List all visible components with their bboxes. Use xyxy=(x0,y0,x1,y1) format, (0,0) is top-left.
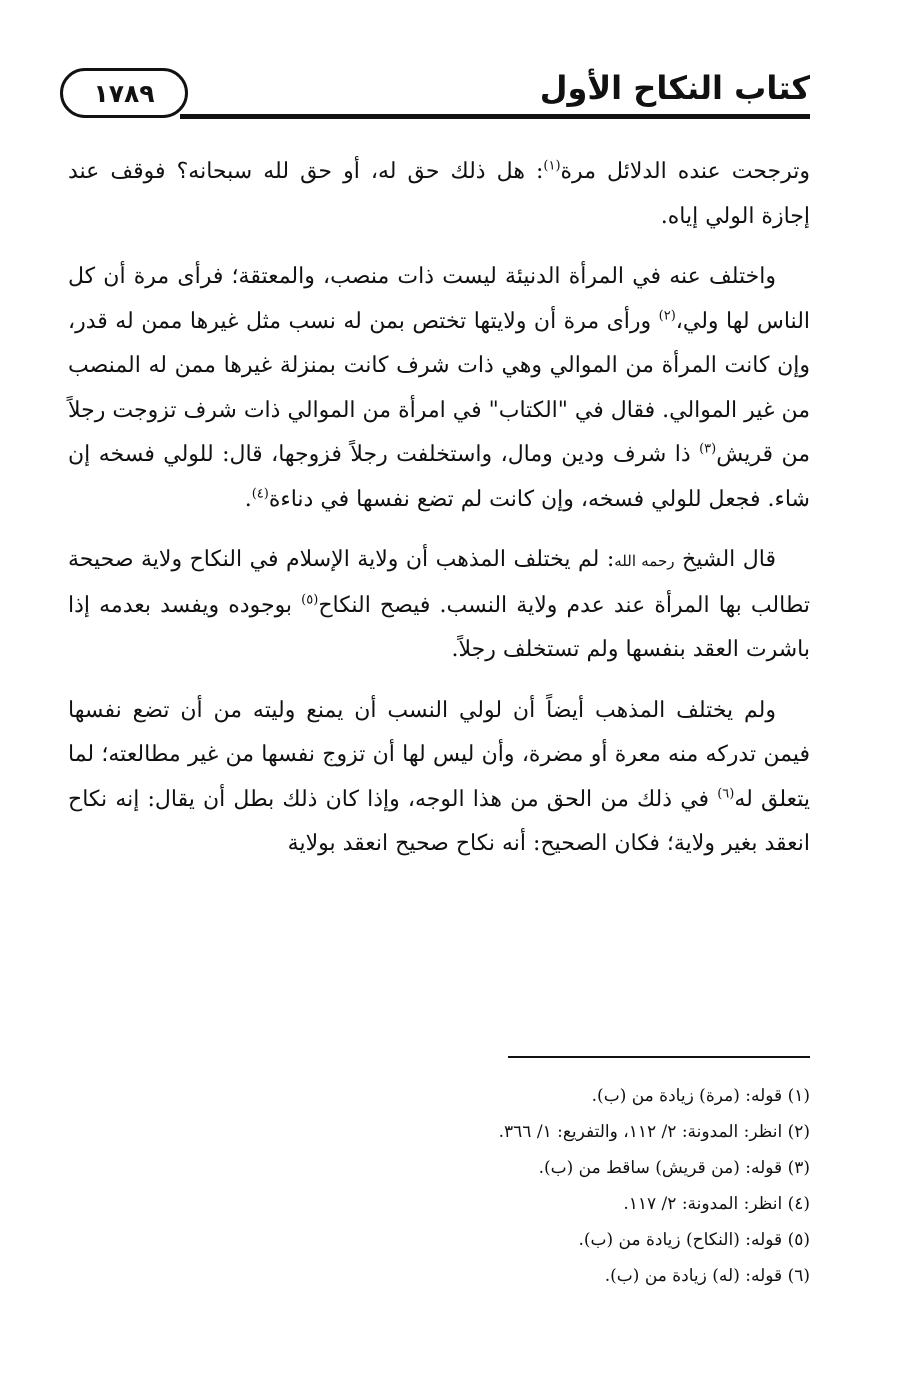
footnote-1: (١) قوله: (مرة) زيادة من (ب). xyxy=(591,1086,810,1106)
footnote-4: (٤) انظر: المدونة: ٢/ ١١٧. xyxy=(623,1194,810,1214)
paragraph-3 xyxy=(68,538,810,673)
text-segment: بوجوده ويفسد بعدمه إذا باشرت العقد بنفسها ولم تستخلف رجلاً. xyxy=(68,592,810,662)
text-segment: ولم يختلف المذهب أيضاً أن لولي النسب أن يمنع وليته من أن تضع نفسها فيمن تدركه منه معرة أو مضرة، وأن ليس لها أن تزوج نفسها من غير مطالعته؛ لما يتعلق له xyxy=(68,697,810,812)
paragraph-2 xyxy=(68,255,810,522)
text-segment: في ذلك من الحق من هذا الوجه، وإذا كان ذلك بطل أن يقال: إنه نكاح انعقد بغير ولاية؛ فكان الصحيح: أنه نكاح صحيح انعقد بولاية xyxy=(68,786,810,856)
footnotes-list xyxy=(110,1078,810,1294)
text-segment: : لم يختلف المذهب أن ولاية الإسلام في النكاح ولاية صحيحة تطالب بها المرأة عند عدم ولاية النسب. فيصح النكاح xyxy=(68,547,810,618)
footnote-reference: (٤) xyxy=(251,486,269,502)
page-header xyxy=(60,62,810,126)
footnote-5: (٥) قوله: (النكاح) زيادة من (ب). xyxy=(578,1230,810,1250)
text-segment: وترجحت عنده الدلائل مرة xyxy=(560,159,810,184)
paragraph-4 xyxy=(68,689,810,867)
main-text xyxy=(68,150,810,1045)
footnote-6: (٦) قوله: (له) زيادة من (ب). xyxy=(604,1266,810,1286)
text-segment: : هل ذلك حق له، أو حق لله سبحانه؟ فوقف عند إجازة الولي إياه. xyxy=(68,159,810,229)
footnote-2: (٢) انظر: المدونة: ٢/ ١١٢، والتفريع: ١/ ٣٦٦. xyxy=(498,1122,810,1142)
footnote-reference: (٦) xyxy=(717,786,735,802)
book-title: كتاب النكاح الأول xyxy=(539,69,810,107)
page-number: ١٧٨٩ xyxy=(60,68,188,118)
text-segment: ذا شرف ودين ومال، واستخلفت رجلاً فزوجها، قال: للولي فسخه إن شاء. فجعل للولي فسخه، وإن كانت لم تضع نفسها في دناءة xyxy=(68,442,810,512)
header-rule xyxy=(180,114,810,119)
text-segment: ورأى مرة أن ولايتها تختص بمن له نسب مثل غيرها ممن له قدر، وإن كانت المرأة من الموالي وهي ذات شرف كانت بمنزلة غيرها ممن له المنصب من غير الموالي. فقال في "الكتاب" في امرأة من الموالي ذات شرف تزوجت رجلاً من قريش xyxy=(68,308,811,467)
honorific-ligature: رحمه الله xyxy=(614,552,675,570)
paragraph-1 xyxy=(68,150,810,239)
text-segment: واختلف عنه في المرأة الدنيئة ليست ذات منصب، والمعتقة؛ فرأى مرة أن كل الناس لها ولي، xyxy=(68,264,811,334)
footnote-3: (٣) قوله: (من قريش) ساقط من (ب). xyxy=(538,1158,810,1178)
text-segment: . xyxy=(244,486,252,512)
footnote-separator xyxy=(508,1056,810,1058)
footnote-reference: (٥) xyxy=(301,592,319,608)
footnote-reference: (٣) xyxy=(699,441,717,457)
text-segment: قال الشيخ xyxy=(674,547,776,572)
footnote-reference: (١) xyxy=(543,158,561,174)
footnote-reference: (٢) xyxy=(658,308,676,324)
